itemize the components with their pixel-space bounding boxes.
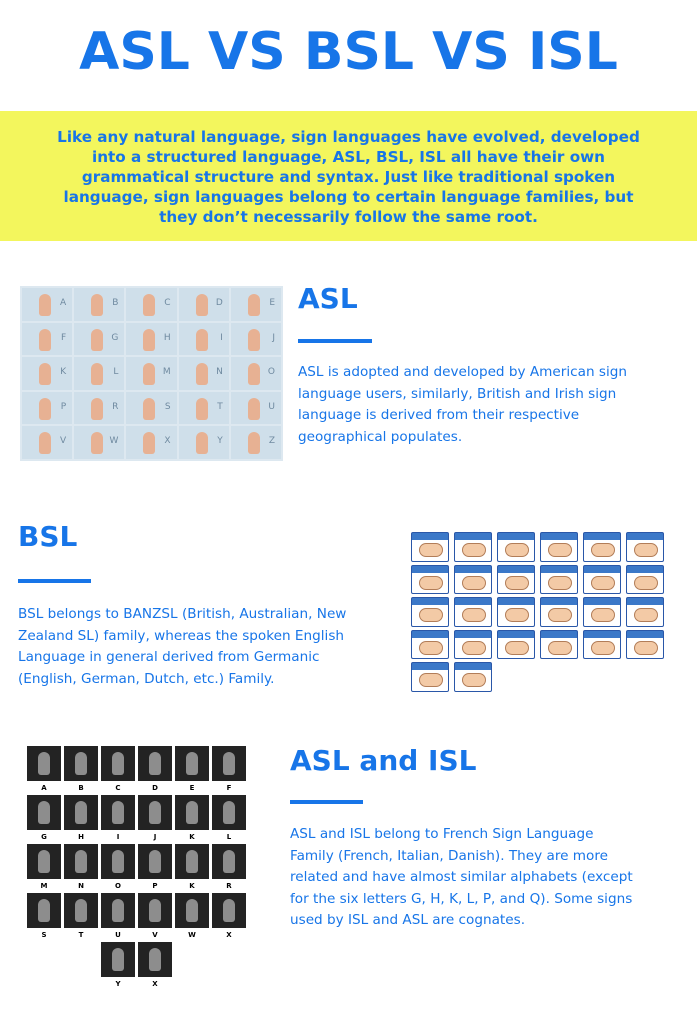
isl-body-line: related and have almost similar alphabets (except [290, 869, 633, 886]
hand-sign-icon [223, 752, 235, 775]
two-hand-sign-icon [548, 608, 572, 622]
asl-sign-cell [179, 426, 229, 459]
two-hand-sign-icon [505, 641, 529, 655]
hand-sign-icon [186, 752, 198, 775]
hand-sign-icon [186, 850, 198, 873]
isl-sign-cell [101, 942, 135, 988]
sign-photo [175, 893, 209, 928]
asl-sign-cell [126, 323, 176, 356]
two-hand-sign-icon [419, 608, 443, 622]
isl-sign-letter: K [189, 882, 195, 890]
asl-sign-letter: S [164, 401, 171, 412]
isl-sign-row [27, 844, 246, 890]
bsl-sign-tile [411, 565, 449, 595]
asl-body-line: ASL is adopted and developed by American sign [298, 364, 627, 380]
bsl-alphabet-image [411, 532, 663, 696]
isl-section-title: ASL and ISL [290, 744, 477, 777]
two-hand-sign-icon [634, 608, 658, 622]
bsl-sign-tile [626, 532, 664, 562]
hand-sign-icon [38, 899, 50, 922]
sign-photo [101, 893, 135, 928]
asl-sign-letter: I [220, 332, 223, 343]
hand-sign-icon [75, 752, 87, 775]
isl-sign-letter: A [41, 784, 47, 792]
hand-sign-icon [91, 329, 103, 351]
sign-photo [212, 844, 246, 879]
asl-sign-cell [126, 426, 176, 459]
bsl-sign-tile [540, 630, 578, 660]
sign-photo [101, 746, 135, 781]
bsl-sign-tile [540, 597, 578, 627]
sign-photo [101, 942, 135, 977]
bsl-sign-tile [497, 597, 535, 627]
isl-sign-cell [212, 893, 246, 939]
asl-divider [298, 339, 372, 343]
intro-line: into a structured language, ASL, BSL, ISL all have their own [92, 148, 605, 166]
isl-sign-cell [138, 795, 172, 841]
isl-sign-cell [27, 795, 61, 841]
asl-sign-letter: B [112, 298, 119, 308]
asl-sign-letter: N [216, 367, 223, 378]
two-hand-sign-icon [419, 576, 443, 590]
asl-sign-letter: F [61, 332, 67, 343]
asl-sign-letter: L [113, 367, 119, 378]
isl-sign-letter: S [41, 931, 47, 939]
hand-sign-icon [186, 801, 198, 824]
hand-sign-icon [112, 801, 124, 824]
sign-photo [64, 795, 98, 830]
hand-sign-icon [149, 850, 161, 873]
bsl-sign-tile [583, 597, 621, 627]
isl-sign-row [27, 746, 246, 792]
isl-sign-letter: U [115, 931, 121, 939]
two-hand-sign-icon [591, 641, 615, 655]
asl-sign-letter: R [112, 401, 119, 412]
hand-sign-icon [39, 329, 51, 351]
bsl-sign-tile [411, 630, 449, 660]
isl-alphabet-image [27, 746, 247, 996]
hand-sign-icon [39, 398, 51, 420]
sign-photo [101, 795, 135, 830]
isl-divider [290, 800, 363, 804]
two-hand-sign-icon [548, 576, 572, 590]
sign-photo [27, 844, 61, 879]
asl-sign-cell [231, 288, 281, 321]
two-hand-sign-icon [634, 641, 658, 655]
asl-alphabet-image [20, 286, 283, 461]
isl-sign-letter: V [152, 931, 158, 939]
bsl-sign-tile [626, 630, 664, 660]
isl-sign-cell [64, 746, 98, 792]
sign-photo [212, 893, 246, 928]
isl-sign-letter: G [41, 833, 47, 841]
isl-sign-letter: T [78, 931, 84, 939]
two-hand-sign-icon [505, 576, 529, 590]
asl-sign-cell [22, 392, 72, 425]
bsl-sign-tile [454, 565, 492, 595]
asl-body-line: geographical populates. [298, 428, 463, 445]
sign-photo [138, 844, 172, 879]
isl-sign-letter: Y [115, 980, 121, 988]
asl-sign-letter: A [60, 298, 67, 308]
bsl-sign-tile [583, 532, 621, 562]
sign-photo [175, 844, 209, 879]
two-hand-sign-icon [591, 576, 615, 590]
bsl-body-line: (English, German, Dutch, etc.) Family. [18, 670, 275, 687]
asl-sign-letter: M [162, 367, 171, 378]
bsl-sign-tile [497, 630, 535, 660]
two-hand-sign-icon [419, 673, 443, 687]
isl-sign-cell [138, 844, 172, 890]
hand-sign-icon [196, 363, 208, 385]
sign-photo [175, 795, 209, 830]
intro-banner [0, 111, 697, 241]
hand-sign-icon [39, 432, 51, 454]
hand-sign-icon [223, 801, 235, 824]
hand-sign-icon [186, 899, 198, 922]
asl-sign-letter: J [272, 332, 275, 343]
asl-sign-letter: Y [217, 436, 223, 447]
hand-sign-icon [38, 850, 50, 873]
isl-sign-cell [27, 746, 61, 792]
isl-sign-letter: E [189, 784, 195, 792]
hand-sign-icon [112, 850, 124, 873]
two-hand-sign-icon [591, 608, 615, 622]
asl-sign-letter: X [164, 436, 171, 447]
isl-sign-letter: I [116, 833, 120, 841]
isl-sign-letter: B [78, 784, 84, 792]
isl-sign-row [27, 795, 246, 841]
isl-sign-letter: F [226, 784, 232, 792]
asl-sign-letter: U [268, 401, 275, 412]
isl-sign-cell [64, 893, 98, 939]
hand-sign-icon [75, 801, 87, 824]
isl-sign-cell [101, 844, 135, 890]
bsl-sign-tile [411, 597, 449, 627]
isl-sign-letter: J [153, 833, 157, 841]
isl-sign-row [27, 893, 246, 939]
isl-sign-letter: X [152, 980, 158, 988]
isl-sign-letter: O [115, 882, 121, 890]
two-hand-sign-icon [462, 641, 486, 655]
sign-photo [64, 893, 98, 928]
bsl-section-title: BSL [18, 520, 78, 553]
isl-body-line: ASL and ISL belong to French Sign Language [290, 826, 594, 842]
asl-sign-letter: Z [268, 436, 275, 447]
sign-photo [138, 893, 172, 928]
isl-sign-cell [212, 844, 246, 890]
isl-sign-letter: D [152, 784, 158, 792]
intro-line: Like any natural language, sign languages have evolved, developed [57, 128, 640, 146]
asl-sign-letter: K [60, 367, 67, 378]
asl-sign-cell [22, 357, 72, 390]
isl-sign-cell [212, 746, 246, 792]
hand-sign-icon [112, 899, 124, 922]
isl-sign-cell [138, 942, 172, 988]
sign-photo [138, 746, 172, 781]
sign-photo [212, 795, 246, 830]
isl-sign-letter: X [226, 931, 232, 939]
hand-sign-icon [39, 294, 51, 316]
bsl-body [18, 604, 403, 690]
asl-sign-letter: D [215, 298, 223, 308]
bsl-sign-tile [454, 630, 492, 660]
hand-sign-icon [112, 948, 124, 971]
sign-photo [27, 893, 61, 928]
asl-section-title: ASL [298, 282, 358, 315]
asl-sign-cell [22, 323, 72, 356]
bsl-sign-tile [454, 662, 492, 692]
bsl-sign-tile [411, 662, 449, 692]
hand-sign-icon [75, 850, 87, 873]
two-hand-sign-icon [462, 576, 486, 590]
hand-sign-icon [143, 329, 155, 351]
sign-photo [175, 746, 209, 781]
two-hand-sign-icon [462, 543, 486, 557]
bsl-sign-tile [497, 532, 535, 562]
bsl-sign-tile [626, 597, 664, 627]
asl-sign-letter: G [111, 332, 119, 343]
hand-sign-icon [91, 294, 103, 316]
isl-sign-cell [175, 893, 209, 939]
isl-sign-cell [27, 844, 61, 890]
hand-sign-icon [223, 899, 235, 922]
isl-sign-cell [175, 746, 209, 792]
intro-line: language, sign languages belong to certain language families, but [63, 188, 634, 206]
hand-sign-icon [143, 398, 155, 420]
asl-sign-letter: W [109, 436, 119, 447]
two-hand-sign-icon [548, 543, 572, 557]
page-title: ASL VS BSL VS ISL [79, 22, 618, 82]
asl-sign-cell [74, 426, 124, 459]
asl-sign-cell [179, 288, 229, 321]
bsl-divider [18, 579, 91, 583]
asl-sign-cell [231, 426, 281, 459]
isl-sign-cell [101, 893, 135, 939]
asl-body-line: language is derived from their respective [298, 407, 580, 424]
isl-body-line: for the six letters G, H, K, L, P, and Q). Some signs [290, 890, 633, 907]
two-hand-sign-icon [634, 543, 658, 557]
bsl-sign-tile [411, 532, 449, 562]
intro-text [40, 127, 657, 227]
asl-sign-cell [74, 392, 124, 425]
hand-sign-icon [196, 329, 208, 351]
hand-sign-icon [143, 294, 155, 316]
hand-sign-icon [149, 899, 161, 922]
sign-photo [27, 746, 61, 781]
asl-sign-cell [231, 392, 281, 425]
isl-sign-letter: M [40, 882, 48, 890]
asl-sign-cell [179, 392, 229, 425]
isl-sign-cell [64, 844, 98, 890]
isl-sign-cell [27, 893, 61, 939]
isl-sign-letter: W [188, 931, 196, 939]
hand-sign-icon [223, 850, 235, 873]
asl-sign-cell [126, 288, 176, 321]
hand-sign-icon [38, 752, 50, 775]
asl-sign-cell [126, 357, 176, 390]
sign-photo [101, 844, 135, 879]
isl-sign-cell [138, 893, 172, 939]
hand-sign-icon [149, 948, 161, 971]
asl-sign-cell [74, 357, 124, 390]
hand-sign-icon [91, 432, 103, 454]
two-hand-sign-icon [419, 543, 443, 557]
isl-sign-cell [101, 746, 135, 792]
two-hand-sign-icon [419, 641, 443, 655]
asl-sign-letter: E [269, 298, 275, 308]
bsl-sign-tile [540, 565, 578, 595]
isl-sign-letter: R [226, 882, 232, 890]
bsl-sign-tile [540, 532, 578, 562]
asl-sign-letter: V [60, 436, 67, 447]
intro-line: grammatical structure and syntax. Just like traditional spoken [81, 168, 616, 186]
two-hand-sign-icon [462, 673, 486, 687]
sign-photo [64, 746, 98, 781]
asl-sign-cell [74, 323, 124, 356]
hand-sign-icon [91, 398, 103, 420]
asl-sign-cell [22, 426, 72, 459]
isl-sign-cell [212, 795, 246, 841]
sign-photo [212, 746, 246, 781]
asl-sign-cell [231, 357, 281, 390]
bsl-body-line: BSL belongs to BANZSL (British, Australian, New [18, 606, 347, 622]
hand-sign-icon [149, 801, 161, 824]
isl-sign-letter: H [78, 833, 84, 841]
asl-sign-letter: C [164, 298, 171, 308]
bsl-sign-tile [454, 532, 492, 562]
asl-sign-letter: O [267, 367, 275, 378]
asl-sign-cell [74, 288, 124, 321]
isl-sign-cell [138, 746, 172, 792]
hand-sign-icon [248, 294, 260, 316]
sign-photo [27, 795, 61, 830]
hand-sign-icon [196, 398, 208, 420]
isl-sign-cell [175, 844, 209, 890]
bsl-sign-tile [454, 597, 492, 627]
hand-sign-icon [196, 294, 208, 316]
sign-photo [138, 942, 172, 977]
hand-sign-icon [112, 752, 124, 775]
isl-sign-cell [175, 795, 209, 841]
hand-sign-icon [248, 432, 260, 454]
asl-sign-letter: T [217, 401, 223, 412]
isl-sign-letter: P [152, 882, 158, 890]
asl-sign-letter: P [60, 401, 67, 412]
asl-sign-cell [179, 357, 229, 390]
two-hand-sign-icon [634, 576, 658, 590]
two-hand-sign-icon [548, 641, 572, 655]
hand-sign-icon [143, 363, 155, 385]
asl-body [298, 362, 678, 448]
two-hand-sign-icon [505, 608, 529, 622]
isl-sign-cell [101, 795, 135, 841]
bsl-body-line: Zealand SL) family, whereas the spoken English [18, 627, 345, 644]
isl-body-line: Family (French, Italian, Danish). They are more [290, 847, 609, 864]
hand-sign-icon [149, 752, 161, 775]
isl-sign-cell [64, 795, 98, 841]
asl-sign-cell [179, 323, 229, 356]
two-hand-sign-icon [505, 543, 529, 557]
isl-sign-row [101, 942, 172, 988]
isl-sign-letter: N [78, 882, 84, 890]
hand-sign-icon [248, 398, 260, 420]
hand-sign-icon [38, 801, 50, 824]
sign-photo [138, 795, 172, 830]
isl-body [290, 824, 685, 932]
asl-body-line: language users, similarly, British and Irish sign [298, 385, 617, 402]
asl-sign-cell [22, 288, 72, 321]
isl-sign-letter: C [115, 784, 121, 792]
hand-sign-icon [248, 363, 260, 385]
asl-sign-cell [126, 392, 176, 425]
hand-sign-icon [39, 363, 51, 385]
intro-line: they don’t necessarily follow the same root. [159, 208, 538, 226]
sign-photo [64, 844, 98, 879]
isl-body-line: used by ISL and ASL are cognates. [290, 912, 526, 929]
asl-sign-cell [231, 323, 281, 356]
hand-sign-icon [248, 329, 260, 351]
asl-sign-letter: H [163, 332, 171, 343]
two-hand-sign-icon [591, 543, 615, 557]
bsl-sign-tile [583, 565, 621, 595]
hand-sign-icon [196, 432, 208, 454]
bsl-sign-tile [626, 565, 664, 595]
bsl-sign-tile [497, 565, 535, 595]
bsl-body-line: Language in general derived from Germanic [18, 649, 320, 666]
isl-sign-letter: L [226, 833, 232, 841]
bsl-sign-tile [583, 630, 621, 660]
isl-sign-letter: K [189, 833, 195, 841]
hand-sign-icon [143, 432, 155, 454]
hand-sign-icon [91, 363, 103, 385]
hand-sign-icon [75, 899, 87, 922]
two-hand-sign-icon [462, 608, 486, 622]
